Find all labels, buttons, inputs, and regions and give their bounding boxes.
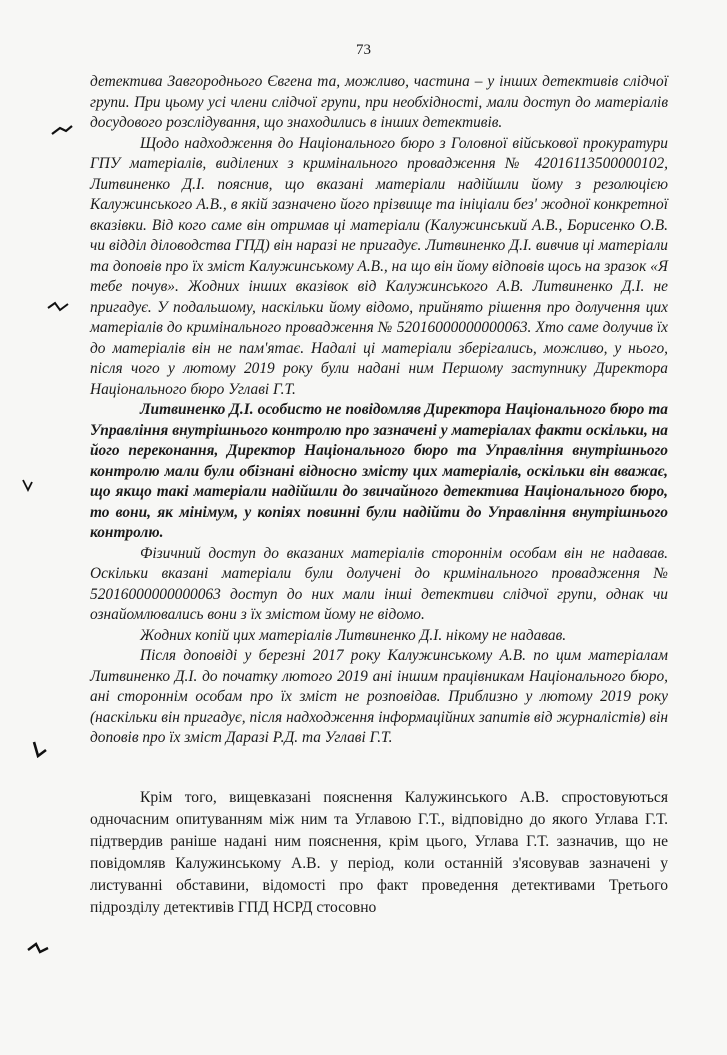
paragraph-after-report: Після доповіді у березні 2017 року Калужинському А.В. по цим матеріалам Литвиненко Д.І. до початку лютого 2019 ані іншим працівникам Національного бюро, ані стороннім особам про їх зміст не розповідав. Приблизно у лютому 2019 року (наскільки він пригадує, після надходження інформаційних запитів від журналістів) він доповів про їх зміст Даразі Р.Д. та Углаві Г.Т. (90, 647, 668, 746)
page-number: 73 (356, 42, 371, 58)
paragraph-materials-receipt: Щодо надходження до Національного бюро з Головної військової прокуратури ГПУ матеріалів, виділених з кримінального провадження № 42016113500000102, Литвиненко Д.І. пояснив, що вказані матеріали надійшли йому з резолюцією Калужинського А.В., в якій зазначено його прізвище та ініціали без' жодної конкретної вказівки. Від кого саме він отримав ці матеріали (Калужинський А.В., Борисенко О.В. чи відділ діловодства ГПД) він наразі не пригадує. Литвиненко Д.І. вивчив ці матеріали та доповів про їх зміст Калужинському А.В., на що він йому відповів щось на зразок «Я тебе почув». Жодних інших вказівок від Калужинського А.В. Литвиненко Д.І. не пригадує. У подальшому, наскільки йому відомо, прийнято рішення про долучення цих матеріалів до кримінального провадження № 52016000000000063. Хто саме долучив їх до матеріалів він не пам'ятає. Надалі ці матеріали зберігались, можливо, у нього, після чого у лютому 2019 року були надані ним Першому заступнику Директора Національного бюро Углаві Г.Т. (90, 134, 668, 398)
paragraph-refutation: Крім того, вищевказані пояснення Калужинського А.В. спростовуються одночасним опитуванням між ним та Углавою Г.Т., відповідно до якого Углава Г.Т. підтвердив раніше надані ним пояснення, крім цього, Углава Г.Т. зазначив, що не повідомляв Калужинському А.В. у період, коли останній з'ясовував зазначені у листуванні обставини, відомості про факт проведення детективами Третього підрозділу детективів ГПД НСРД стосовно (90, 788, 668, 916)
margin-tick-mark (26, 940, 50, 958)
margin-tick-mark (20, 476, 44, 494)
document-body (90, 72, 668, 919)
paragraph-physical-access: Фізичний доступ до вказаних матеріалів стороннім особам він не надавав. Оскільки вказані матеріали були долучені до кримінального провадження № 52016000000000063 доступ до них мали інші детективи слідчої групи, однак чи ознайомлювались вони з їх змістом йому не відомо. (90, 544, 668, 623)
paragraph-not-reported: Литвиненко Д.І. особисто не повідомляв Директора Національного бюро та Управління внутрішнього контролю про зазначені у матеріалах факти оскільки, на його переконання, Директор Національного бюро та Управління внутрішнього контролю мали були обізнані відносно змісту цих матеріалів, оскільки він вважає, що якщо такі матеріали надійшли до звичайного детектива Національного бюро, то вони, як мінімум, у копіях повинні були надійти до Управління внутрішнього контролю. (90, 401, 668, 541)
margin-tick-mark (46, 298, 70, 316)
paragraph-no-copies: Жодних копій цих матеріалів Литвиненко Д.І. нікому не надавав. (140, 626, 567, 644)
margin-tick-mark (28, 740, 52, 758)
margin-tick-mark (50, 122, 74, 140)
paragraph-continuation: детектива Завгороднього Євгена та, можливо, частина – у інших детективів слідчої групи. При цьому усі члени слідчої групи, при необхідності, мали доступ до матеріалів досудового розслідування, що знаходились в інших детективів. (90, 73, 668, 131)
